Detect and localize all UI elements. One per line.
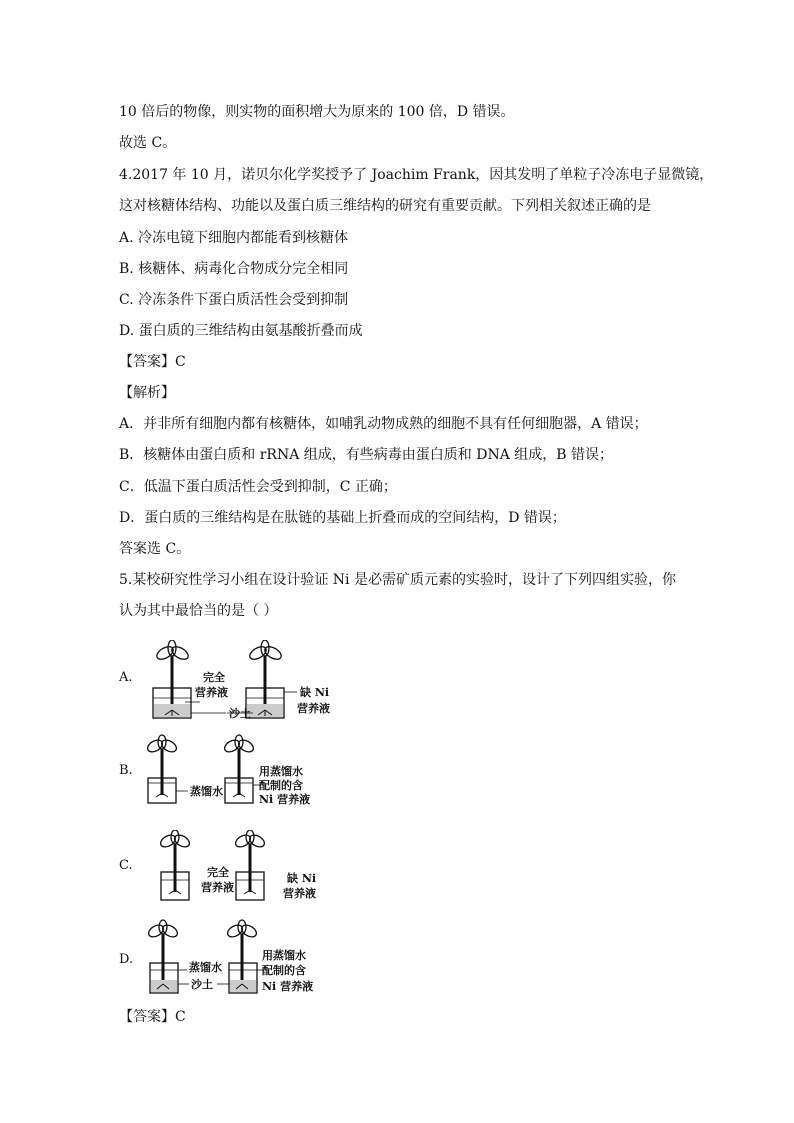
question-4-selection: 答案选 C。 [119, 541, 191, 557]
option-c-right-label-2: 营养液 [283, 887, 316, 900]
question-4-option-a: A. 冷冻电镜下细胞内都能看到核糖体 [119, 230, 349, 246]
option-d-left-label: 蒸馏水 [189, 961, 222, 974]
option-a-right-label-1: 缺 Ni [300, 686, 330, 699]
option-c-left-label-1: 完全 [207, 866, 229, 879]
question-4-option-b: B. 核糖体、病毒化合物成分完全相同 [119, 261, 349, 277]
option-b-right-label-2: 配制的含 [259, 779, 303, 792]
analysis-line-b: B．核糖体由蛋白质和 rRNA 组成，有些病毒由蛋白质和 DNA 组成，B 错误； [119, 447, 614, 463]
option-b-figure [142, 733, 332, 813]
option-d-right-label-1: 用蒸馏水 [262, 949, 306, 962]
question-4-option-c: C. 冷冻条件下蛋白质活性会受到抑制 [119, 292, 349, 308]
option-d-label: D. [119, 952, 134, 967]
option-a-left-label-1: 完全 [203, 671, 225, 684]
option-d-figure [145, 918, 330, 1000]
option-b-right-label-3: Ni 营养液 [259, 793, 311, 806]
option-c-left-label-2: 营养液 [201, 881, 234, 894]
option-a-label: A. [119, 670, 133, 685]
question-4-stem-line2: 这对核糖体结构、功能以及蛋白质三维结构的研究有重要贡献。下列相关叙述正确的是 [119, 198, 651, 214]
option-b-right-label-1: 用蒸馏水 [259, 765, 303, 778]
option-b-label: B. [119, 763, 133, 778]
question-4-analysis-heading: 【解析】 [119, 385, 175, 401]
option-d-right-label-3: Ni 营养液 [262, 980, 314, 993]
analysis-line-c: C．低温下蛋白质活性会受到抑制，C 正确； [119, 479, 397, 495]
prev-answer-line: 10 倍后的物像，则实物的面积增大为原来的 100 倍，D 错误。 [119, 104, 515, 120]
question-5-answer: 【答案】C [119, 1009, 186, 1025]
analysis-line-d: D．蛋白质的三维结构是在肽链的基础上折叠而成的空间结构，D 错误； [119, 510, 566, 526]
option-c-figure [157, 830, 327, 910]
prev-select-line: 故选 C。 [119, 135, 177, 151]
option-b-left-label: 蒸馏水 [190, 785, 223, 798]
option-a-soil-label: 沙土 [229, 707, 251, 720]
option-d-right-label-2: 配制的含 [262, 964, 306, 977]
option-c-right-label-1: 缺 Ni [287, 872, 317, 885]
analysis-line-a: A．并非所有细胞内都有核糖体，如哺乳动物成熟的细胞不具有任何细胞器，A 错误； [119, 416, 648, 432]
option-a-left-label-2: 营养液 [195, 686, 228, 699]
option-d-soil-label: 沙土 [191, 978, 213, 991]
option-a-figure [145, 640, 345, 725]
question-4-stem-line1: 4.2017 年 10 月，诺贝尔化学奖授予了 Joachim Frank，因其发明了单粒子冷冻电子显微镜， [119, 167, 714, 183]
option-a-right-label-2: 营养液 [297, 702, 330, 715]
question-4-option-d: D. 蛋白质的三维结构由氨基酸折叠而成 [119, 323, 363, 339]
question-4-answer: 【答案】C [119, 354, 186, 370]
option-c-label: C. [119, 858, 133, 873]
question-5-stem-line2: 认为其中最恰当的是（ ） [119, 603, 278, 619]
question-5-stem-line1: 5.某校研究性学习小组在设计验证 Ni 是必需矿质元素的实验时，设计了下列四组实验，你 [119, 572, 676, 588]
